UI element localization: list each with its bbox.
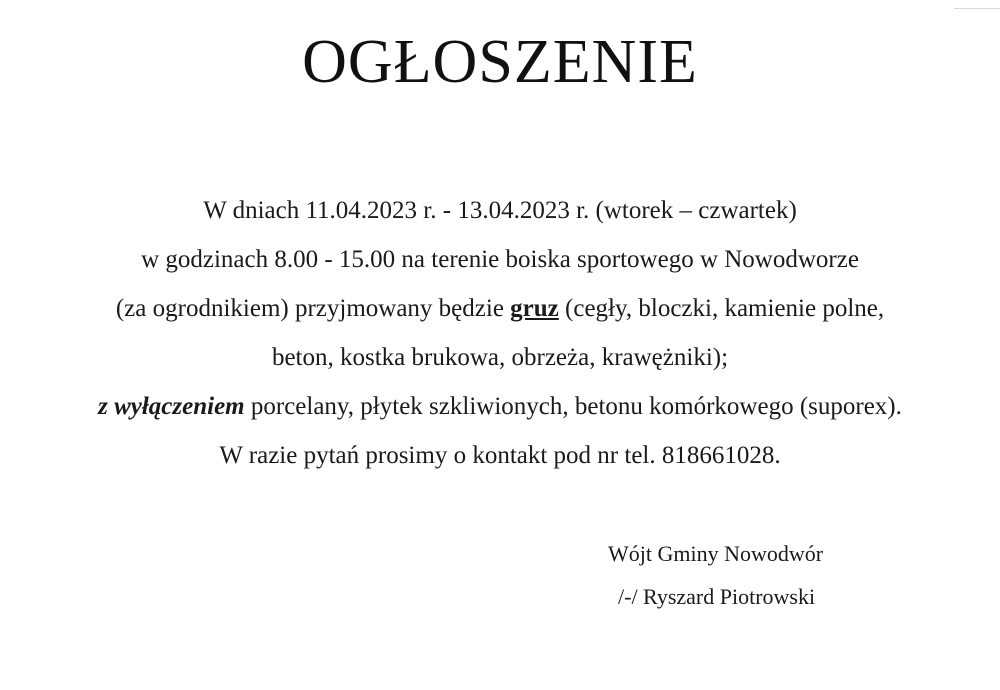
exclusion-list: porcelany, płytek szkliwionych, betonu komórkowego (suporex). (244, 393, 902, 420)
accepted-material-text: (za ogrodnikiem) przyjmowany będzie (115, 295, 511, 322)
signatory-position: Wójt Gminy Nowodwór (608, 541, 824, 566)
accepted-material-list: (cegły, bloczki, kamienie polne, (558, 295, 885, 322)
page-title: OGŁOSZENIE (302, 28, 698, 96)
date-line: W dniach 11.04.2023 r. - 13.04.2023 r. (wtorek – czwartek) (203, 197, 797, 224)
signature-block (608, 532, 823, 618)
announcement-body (0, 186, 1000, 480)
scan-edge-mark (954, 8, 1000, 9)
signatory-name: /-/ Ryszard Piotrowski (618, 584, 816, 609)
material-list-line: beton, kostka brukowa, obrzeża, krawężniki); (271, 344, 729, 371)
contact-line: W razie pytań prosimy o kontakt pod nr tel. 818661028. (219, 442, 781, 469)
exclusion-emphasis: z wyłączeniem (98, 393, 245, 420)
gruz-emphasis: gruz (510, 295, 559, 322)
exclusion-line (0, 382, 1000, 431)
accepted-material-line (0, 284, 1000, 333)
hours-location-line: w godzinach 8.00 - 15.00 na terenie boiska sportowego w Nowodworze (141, 246, 859, 273)
